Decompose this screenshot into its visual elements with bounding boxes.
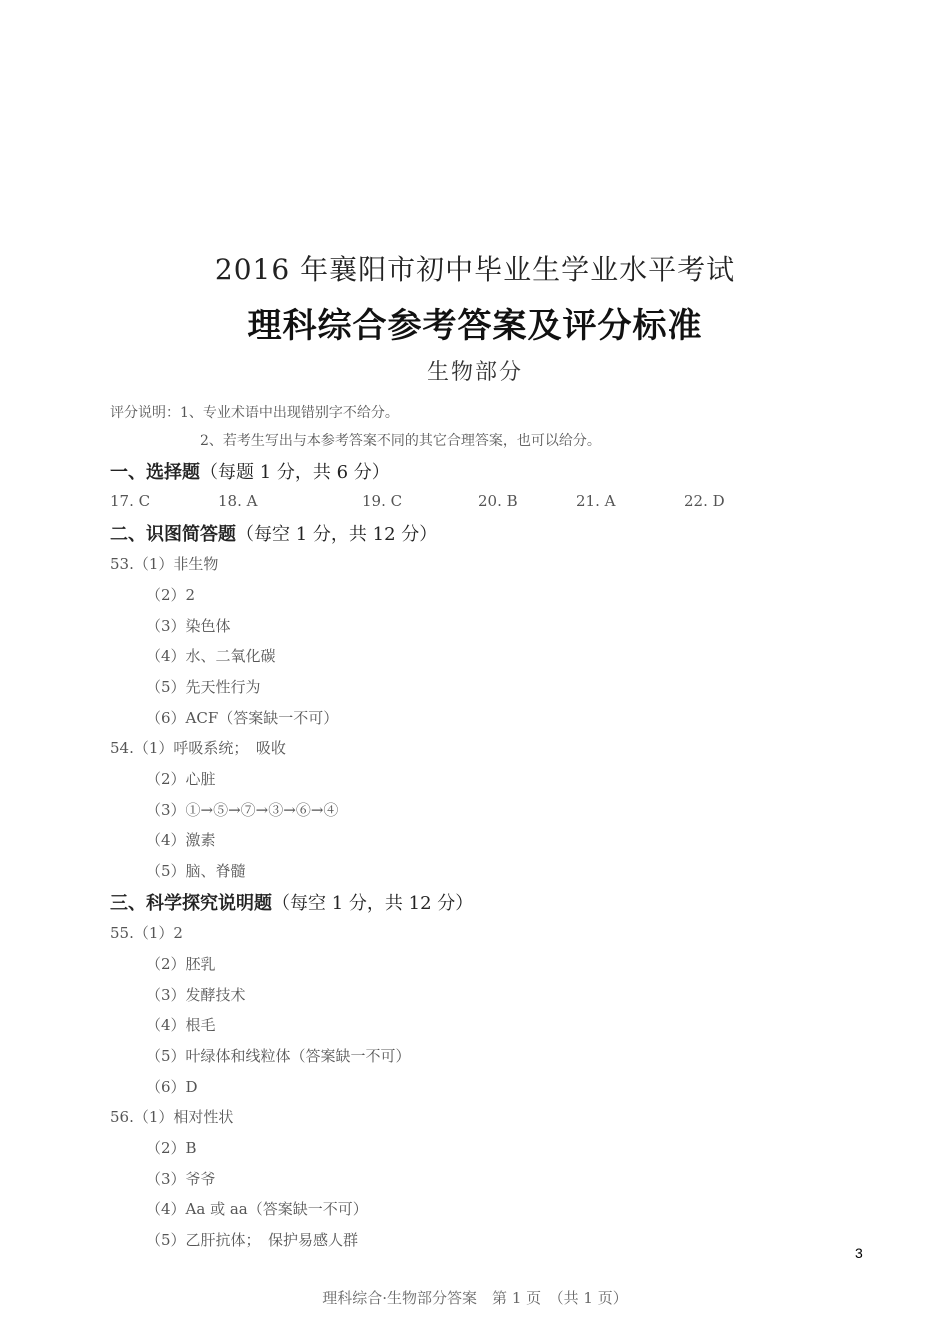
scoring-note-1: 评分说明：1、专业术语中出现错别字不给分。 [110,405,399,421]
q56-line: （5）乙肝抗体； 保护易感人群 [146,1231,359,1249]
q53-line: （3）染色体 [146,617,231,635]
q55-line: （3）发酵技术 [146,986,246,1004]
answer-17: 17. C [110,492,151,510]
answer-19: 19. C [362,492,403,510]
q56-line: 56.（1）相对性状 [110,1108,234,1126]
answer-18: 18. A [218,492,258,510]
part1-title: 一、选择题 [110,462,200,483]
part2-heading [110,520,437,546]
exam-title: 2016 年襄阳市初中毕业生学业水平考试 [214,253,736,286]
page-number: 3 [855,1245,863,1261]
part2-detail: （每空 1 分，共 12 分） [236,524,438,545]
q56-line: （4）Aa 或 aa（答案缺一不可） [146,1200,368,1218]
q55-line: （4）根毛 [146,1016,216,1034]
q53-line: 53.（1）非生物 [110,555,219,573]
q53-line: （2）2 [146,586,196,604]
q53-line: （5）先天性行为 [146,678,261,696]
part3-title: 三、科学探究说明题 [110,893,272,914]
part1-heading [110,458,390,484]
q55-line: （6）D [146,1078,198,1096]
answer-20: 20. B [478,492,518,510]
q54-line: （5）脑、脊髓 [146,862,246,880]
part3-heading [110,889,473,915]
q54-line: （4）激素 [146,831,216,849]
scoring-note-2: 2、若考生写出与本参考答案不同的其它合理答案，也可以给分。 [200,433,601,449]
q55-line: （2）胚乳 [146,955,216,973]
q54-line: （2）心脏 [146,770,216,788]
q53-line: （4）水、二氧化碳 [146,647,276,665]
answer-22: 22. D [684,492,725,510]
answer-21: 21. A [576,492,616,510]
page-footer: 理科综合·生物部分答案 第 1 页 （共 1 页） [322,1289,628,1307]
q55-line: （5）叶绿体和线粒体（答案缺一不可） [146,1047,411,1065]
q54-line: 54.（1）呼吸系统； 吸收 [110,739,286,757]
q56-line: （3）爷爷 [146,1170,216,1188]
document-subtitle: 理科综合参考答案及评分标准 [247,306,703,346]
part3-detail: （每空 1 分，共 12 分） [272,893,474,914]
q55-line: 55.（1）2 [110,924,183,942]
part2-title: 二、识图简答题 [110,524,236,545]
section-title: 生物部分 [426,360,523,385]
q56-line: （2）B [146,1139,197,1157]
q54-line: （3）①→⑤→⑦→③→⑥→④ [146,801,339,819]
q53-line: （6）ACF（答案缺一不可） [146,709,339,727]
part1-detail: （每题 1 分，共 6 分） [200,462,390,483]
